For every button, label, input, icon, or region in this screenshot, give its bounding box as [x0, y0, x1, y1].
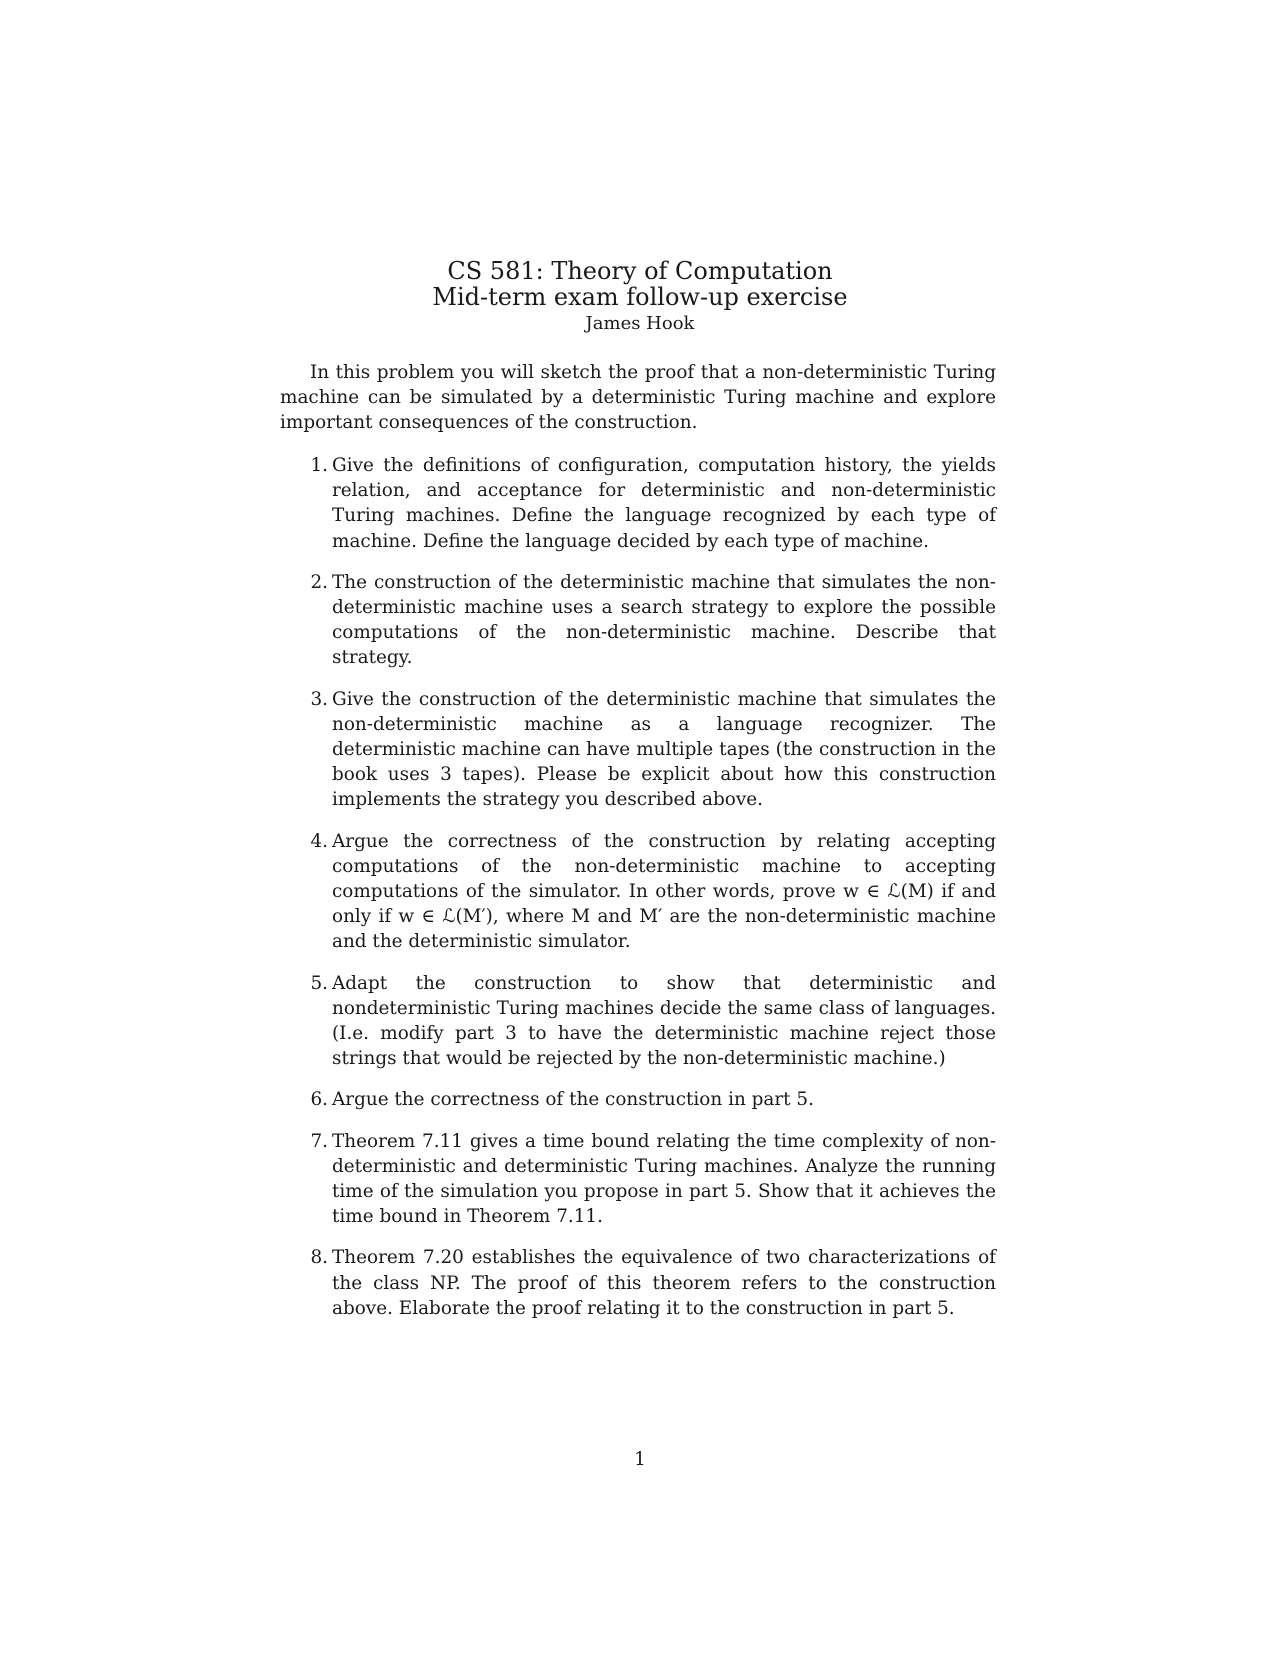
title-block — [0, 258, 1280, 337]
exercise-item-5 — [310, 971, 996, 1072]
exercise-item-6 — [310, 1087, 996, 1112]
item-number: 2. — [310, 571, 328, 593]
document-subtitle: Mid-term exam follow-up exercise — [432, 283, 848, 311]
item-text: Give the definitions of configuration, computation history, the yields relation, and acceptance for deterministic and non-deterministic Turing machines. Define the language recognized by each type of machine. Define the language decided by each type of machine. — [332, 455, 996, 552]
item-text: Theorem 7.20 establishes the equivalence of two characterizations of the class NP. The proof of this theorem refers to the construction above. Elaborate the proof relating it to the construction in part 5. — [332, 1247, 996, 1319]
author-name: James Hook — [585, 313, 695, 334]
item-text: Argue the correctness of the construction by relating accepting computations of the non-deterministic machine to accepting computations of the simulator. In other words, prove w ∈ ℒ(M) if and only if w ∈ ℒ(M′), where M and M′ are the non-deterministic machine and the deterministic simulator. — [332, 830, 996, 953]
item-number: 7. — [310, 1130, 328, 1152]
item-text: Theorem 7.11 gives a time bound relating the time complexity of non-deterministic and deterministic Turing machines. Analyze the running time of the simulation you propose in part 5. Show that it achieves the time bound in Theorem 7.11. — [332, 1130, 996, 1228]
item-number: 8. — [310, 1247, 328, 1269]
exercise-item-8 — [310, 1245, 996, 1321]
exercise-item-3 — [310, 687, 996, 813]
item-number: 3. — [310, 688, 328, 710]
page-number: 1 — [634, 1449, 646, 1470]
exercise-list — [310, 453, 996, 1337]
item-number: 5. — [310, 972, 328, 994]
item-text: The construction of the deterministic machine that simulates the non-deterministic machine uses a search strategy to explore the possible computations of the non-deterministic machine. Describe that strategy. — [332, 571, 996, 669]
item-text: Give the construction of the deterministic machine that simulates the non-deterministic machine as a language recognizer. The deterministic machine can have multiple tapes (the construction in the book uses 3 tapes). Please be explicit about how this construction implements the strategy you described above. — [332, 688, 996, 811]
exercise-item-7 — [310, 1129, 996, 1230]
exercise-item-4 — [310, 829, 996, 955]
exercise-item-1 — [310, 453, 996, 554]
intro-paragraph: In this problem you will sketch the proof that a non-deterministic Turing machine can be simulated by a deterministic Turing machine and explore important consequences of the construction. — [280, 362, 996, 434]
item-number: 6. — [310, 1089, 328, 1111]
course-title: CS 581: Theory of Computation — [447, 257, 833, 285]
item-number: 4. — [310, 830, 328, 852]
item-number: 1. — [310, 455, 328, 476]
exercise-item-2 — [310, 570, 996, 671]
item-text: Adapt the construction to show that deterministic and nondeterministic Turing machines decide the same class of languages. (I.e. modify part 3 to have the deterministic machine reject those strings that would be rejected by the non-deterministic machine.) — [332, 972, 996, 1070]
item-text: Argue the correctness of the construction in part 5. — [332, 1089, 814, 1111]
